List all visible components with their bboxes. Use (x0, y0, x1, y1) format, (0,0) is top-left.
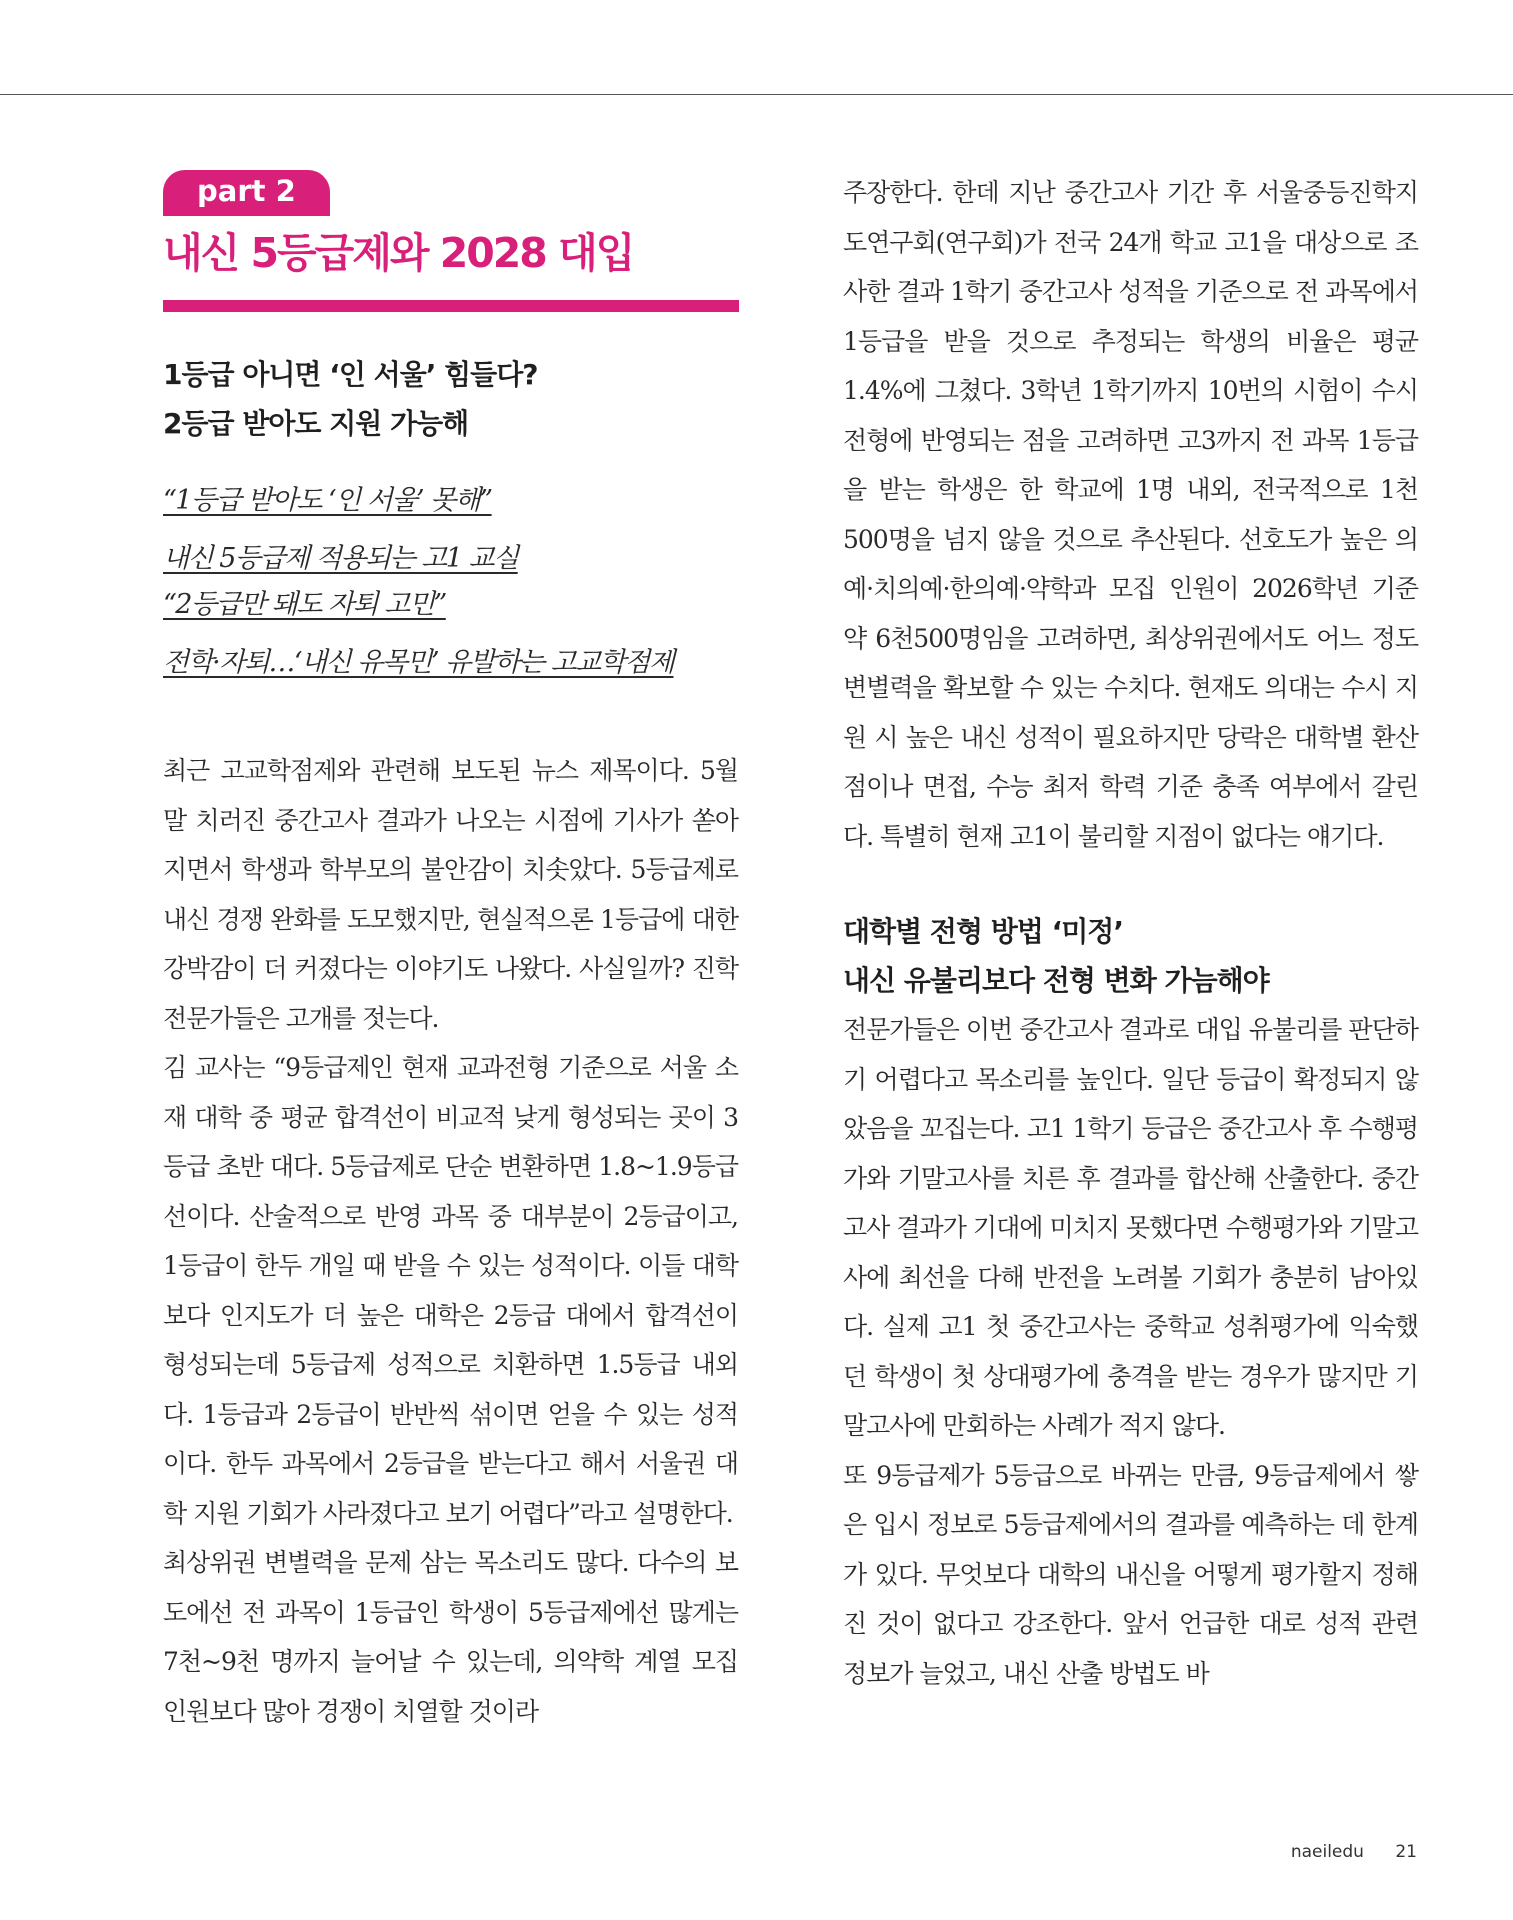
left-subhead-line-2: 2등급 받아도 지원 가능해 (163, 407, 469, 440)
right-subhead-line-2: 내신 유불리보다 전형 변화 가늠해야 (843, 964, 1269, 997)
body-paragraph: 김 교사는 “9등급제인 현재 교과전형 기준으로 서울 소재 대학 중 평균 합격선이 비교적 낮게 형성되는 곳이 3등급 초반 대다. 5등급제로 단순 변환하면 1.8~1.9등급선이다. 산술적으로 반영 과목 중 대부분이 2등급이고, 1등급이 한두 개일 때 받을 수 있는 성적이다. 이들 대학보다 인지도가 더 높은 대학은 2등급 대에서 합격선이 형성되는데 5등급제 성적으로 치환하면 1.5등급 내외다. 1등급과 2등급이 반반씩 섞이면 얻을 수 있는 성적이다. 한두 과목에서 2등급을 받는다고 해서 서울권 대학 지원 기회가 사라졌다고 보기 어렵다”라고 설명한다. (163, 1053, 738, 1528)
body-paragraph: 주장한다. 한데 지난 중간고사 기간 후 서울중등진학지도연구회(연구회)가 전국 24개 학교 고1을 대상으로 조사한 결과 1학기 중간고사 성적을 기준으로 전 과목에서 1등급을 받을 것으로 추정되는 학생의 비율은 평균 1.4%에 그쳤다. 3학년 1학기까지 10번의 시험이 수시전형에 반영되는 점을 고려하면 고3까지 전 과목 1등급을 받는 학생은 한 학교에 1명 내외, 전국적으로 1천500명을 넘지 않을 것으로 추산된다. 선호도가 높은 의예·치의예·한의예·약학과 모집 인원이 2026학년 기준 약 6천500명임을 고려하면, 최상위권에서도 어느 정도 변별력을 확보할 수 있는 수치다. 현재도 의대는 수시 지원 시 높은 내신 성적이 필요하지만 당락은 대학별 환산점이나 면접, 수능 최저 학력 기준 충족 여부에서 갈린다. 특별히 현재 고1이 불리할 지점이 없다는 얘기다. (843, 178, 1418, 851)
left-column (163, 170, 738, 1736)
body-paragraph: 최상위권 변별력을 문제 삼는 목소리도 많다. 다수의 보도에선 전 과목이 1등급인 학생이 5등급제에선 많게는 7천~9천 명까지 늘어날 수 있는데, 의약학 계열 모집 인원보다 많아 경쟁이 치열할 것이라 (163, 1548, 738, 1726)
left-subhead-line-1: 1등급 아니면 ‘인 서울’ 힘들다? (163, 358, 538, 391)
top-divider (0, 94, 1513, 95)
body-paragraph: 전문가들은 이번 중간고사 결과로 대입 유불리를 판단하기 어렵다고 목소리를 높인다. 일단 등급이 확정되지 않았음을 꼬집는다. 고1 1학기 등급은 중간고사 후 수행평가와 기말고사를 치른 후 결과를 합산해 산출한다. 중간고사 결과가 기대에 미치지 못했다면 수행평가와 기말고사에 최선을 다해 반전을 노려볼 기회가 충분히 남아있다. 실제 고1 첫 중간고사는 중학교 성취평가에 익숙했던 학생이 첫 상대평가에 충격을 받는 경우가 많지만 기말고사에 만회하는 사례가 적지 않다. (843, 1015, 1418, 1440)
headline-quote: 전학·자퇴…‘내신 유목민’ 유발하는 고교학점제 (163, 647, 674, 678)
title-underline (163, 300, 739, 312)
page-number: 21 (1395, 1842, 1417, 1862)
right-subhead-line-1: 대학별 전형 방법 ‘미정’ (843, 915, 1123, 948)
headline-quotes (163, 478, 738, 686)
headline-quote: 내신 5등급제 적용되는 고1 교실 (163, 543, 518, 574)
page-footer (1265, 1842, 1417, 1862)
body-paragraph: 또 9등급제가 5등급으로 바뀌는 만큼, 9등급제에서 쌓은 입시 정보로 5등급제에서의 결과를 예측하는 데 한계가 있다. 무엇보다 대학의 내신을 어떻게 평가할지 정해진 것이 없다고 강조한다. 앞서 언급한 대로 성적 관련 정보가 늘었고, 내신 산출 방법도 바 (843, 1460, 1418, 1688)
headline-quote: “1등급 받아도 ‘인 서울’ 못해” (163, 485, 492, 516)
right-column (843, 170, 1418, 1698)
part-badge: part 2 (163, 170, 330, 216)
publication-name: naeiledu (1290, 1842, 1364, 1862)
headline-quote: “2등급만 돼도 자퇴 고민” (163, 589, 446, 620)
section-title: 내신 5등급제와 2028 대입 (163, 229, 634, 277)
body-paragraph: 최근 고교학점제와 관련해 보도된 뉴스 제목이다. 5월 말 치러진 중간고사 결과가 나오는 시점에 기사가 쏟아지면서 학생과 학부모의 불안감이 치솟았다. 5등급제로 내신 경쟁 완화를 도모했지만, 현실적으론 1등급에 대한 강박감이 더 커졌다는 이야기도 나왔다. 사실일까? 진학 전문가들은 고개를 젓는다. (163, 756, 738, 1033)
